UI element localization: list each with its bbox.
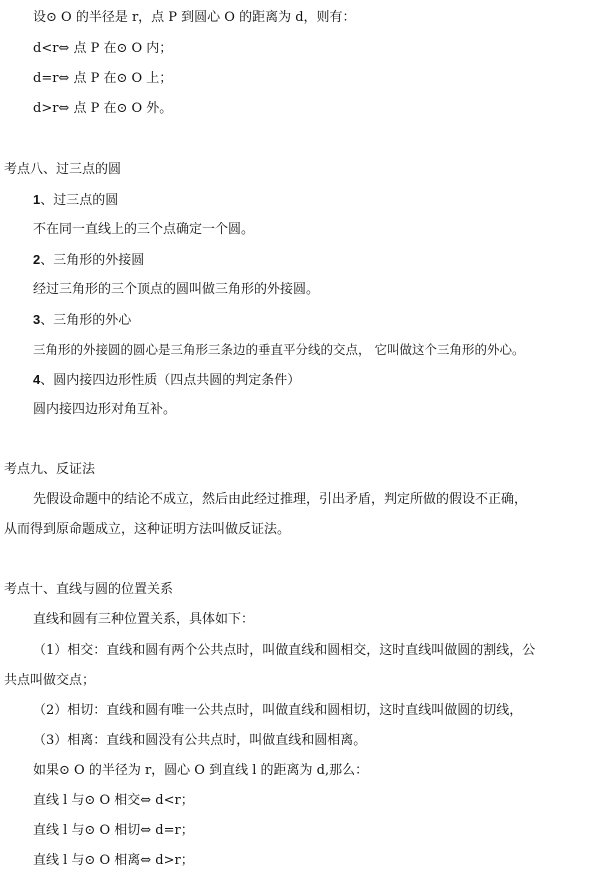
section10-rule-intersect: 直线 l 与⊙ O 相交⇔ d<r；: [33, 793, 194, 808]
section8-item3-body: 三角形的外接圆的圆心是三角形三条边的垂直平分线的交点， 它叫做这个三角形的外心。: [33, 342, 525, 357]
section8-item4-body: 圆内接四边形对角互补。: [33, 402, 177, 417]
section10-case3: （3）相离：直线和圆没有公共点时，叫做直线和圆相离。: [33, 733, 367, 748]
section10-rule-separate: 直线 l 与⊙ O 相离⇔ d>r；: [33, 853, 194, 868]
section8-item2-body: 经过三角形的三个顶点的圆叫做三角形的外接圆。: [33, 282, 320, 297]
circle-point-intro: 设⊙ O 的半径是 r，点 P 到圆心 O 的距离为 d，则有：: [33, 10, 356, 25]
section10-rule-tangent: 直线 l 与⊙ O 相切⇔ d=r；: [33, 823, 194, 838]
item-heading-text: 、过三点的圆: [40, 193, 119, 208]
circle-point-rule-inside: d<r⇔ 点 P 在⊙ O 内；: [33, 41, 173, 56]
section8-item3-heading: [33, 312, 131, 329]
section10-case1-line1: （1）相交：直线和圆有两个公共点时，叫做直线和圆相交，这时直线叫做圆的割线，公: [33, 643, 536, 658]
item-heading-text: 、圆内接四边形性质（四点共圆的判定条件）: [40, 373, 301, 388]
section10-case1-line2: 共点叫做交点；: [4, 673, 96, 688]
section10-title: 考点十、直线与圆的位置关系: [4, 582, 174, 597]
item-number: 3: [33, 312, 41, 327]
section9-title: 考点九、反证法: [4, 462, 96, 477]
item-number: 4: [33, 372, 41, 387]
circle-point-rule-on: d=r⇔ 点 P 在⊙ O 上；: [33, 71, 173, 86]
section8-title: 考点八、过三点的圆: [4, 162, 122, 177]
item-heading-text: 、三角形的外心: [40, 313, 132, 328]
item-number: 1: [33, 192, 41, 207]
item-number: 2: [33, 252, 41, 267]
section10-condition: 如果⊙ O 的半径为 r，圆心 O 到直线 l 的距离为 d,那么：: [33, 763, 369, 778]
section8-item2-heading: [33, 252, 144, 269]
section8-item4-heading: [33, 372, 300, 389]
section9-paragraph-line2: 从而得到原命题成立，这种证明方法叫做反证法。: [4, 522, 291, 537]
section8-item1-heading: [33, 192, 118, 209]
section9-paragraph-line1: 先假设命题中的结论不成立，然后由此经过推理，引出矛盾，判定所做的假设不正确，: [33, 492, 528, 507]
section8-item1-body: 不在同一直线上的三个点确定一个圆。: [33, 222, 255, 237]
section10-intro: 直线和圆有三种位置关系，具体如下：: [33, 612, 255, 627]
section10-case2: （2）相切：直线和圆有唯一公共点时，叫做直线和圆相切，这时直线叫做圆的切线，: [33, 703, 523, 718]
item-heading-text: 、三角形的外接圆: [40, 253, 145, 268]
circle-point-rule-outside: d>r⇔ 点 P 在⊙ O 外。: [33, 101, 173, 116]
